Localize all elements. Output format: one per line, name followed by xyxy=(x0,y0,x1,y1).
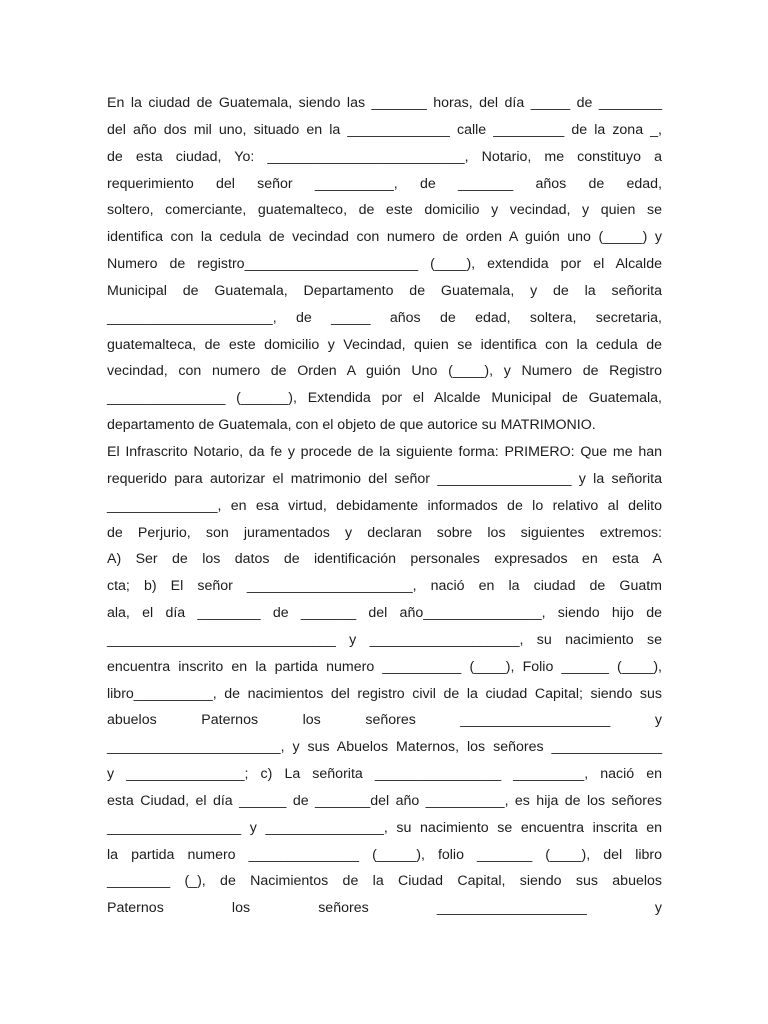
text-line: requerido para autorizar el matrimonio del señor _________________ y la señorita xyxy=(107,470,662,487)
text-line: identifica con la cedula de vecindad con numero de orden A guión uno (_____) y xyxy=(107,229,662,246)
text-line: cta; b) El señor _____________________, nació en la ciudad de Guatm xyxy=(107,578,662,595)
text-line: En la ciudad de Guatemala, siendo las _______ horas, del día _____ de ________ xyxy=(107,95,662,111)
text-line: abuelos Paternos los señores ___________________ y xyxy=(107,712,662,729)
text-line: Paternos los señores ___________________ y xyxy=(107,900,662,917)
document-body xyxy=(107,90,662,922)
text-line: departamento de Guatemala, con el objeto de que autorice su MATRIMONIO. xyxy=(107,417,596,434)
text-line: del año dos mil uno, situado en la _____________ calle _________ de la zona _, xyxy=(107,121,662,138)
text-line: _____________________________ y ___________________, su nacimiento se xyxy=(107,631,662,648)
text-line: ________ (_), de Nacimientos de la Ciudad Capital, siendo sus abuelos xyxy=(107,873,662,890)
text-line: A) Ser de los datos de identificación personales expresados en esta A xyxy=(107,551,662,568)
text-line: la partida numero ______________ (_____), folio _______ (____), del libro xyxy=(107,846,662,863)
text-line: encuentra inscrito en la partida numero __________ (____), Folio ______ (____), xyxy=(107,658,662,675)
text-line: de Perjurio, son juramentados y declaran sobre los siguientes extremos: xyxy=(107,524,662,541)
text-line: guatemalteca, de este domicilio y Vecindad, quien se identifica con la cedula de xyxy=(107,336,662,353)
text-line: _______________ (______), Extendida por el Alcalde Municipal de Guatemala, xyxy=(107,390,662,407)
text-line: esta Ciudad, el día ______ de _______del año __________, es hija de los señores xyxy=(107,792,662,809)
text-line: _________________ y _______________, su nacimiento se encuentra inscrita en xyxy=(107,819,662,836)
text-line: de esta ciudad, Yo: _________________________, Notario, me constituyo a xyxy=(107,148,662,165)
text-line: Municipal de Guatemala, Departamento de Guatemala, y de la señorita xyxy=(107,282,662,299)
text-line: y _______________; c) La señorita ________________ _________, nació en xyxy=(107,766,662,783)
text-line: El Infrascrito Notario, da fe y procede de la siguiente forma: PRIMERO: Que me han xyxy=(107,443,662,460)
text-line: requerimiento del señor __________, de _______ años de edad, xyxy=(107,175,662,192)
text-line: ______________, en esa virtud, debidamente informados de lo relativo al delito xyxy=(107,497,662,514)
text-line: libro__________, de nacimientos del registro civil de la ciudad Capital; siendo sus xyxy=(107,685,662,702)
text-line: Numero de registro______________________ (____), extendida por el Alcalde xyxy=(107,256,662,273)
text-line: soltero, comerciante, guatemalteco, de este domicilio y vecindad, y quien se xyxy=(107,202,662,219)
text-line: ______________________, y sus Abuelos Maternos, los señores ______________ xyxy=(107,739,662,756)
text-line: vecindad, con numero de Orden A guión Uno (____), y Numero de Registro xyxy=(107,363,662,380)
text-line: _____________________, de _____ años de edad, soltera, secretaria, xyxy=(107,309,662,326)
text-line: ala, el día ________ de _______ del año_______________, siendo hijo de xyxy=(107,605,662,622)
